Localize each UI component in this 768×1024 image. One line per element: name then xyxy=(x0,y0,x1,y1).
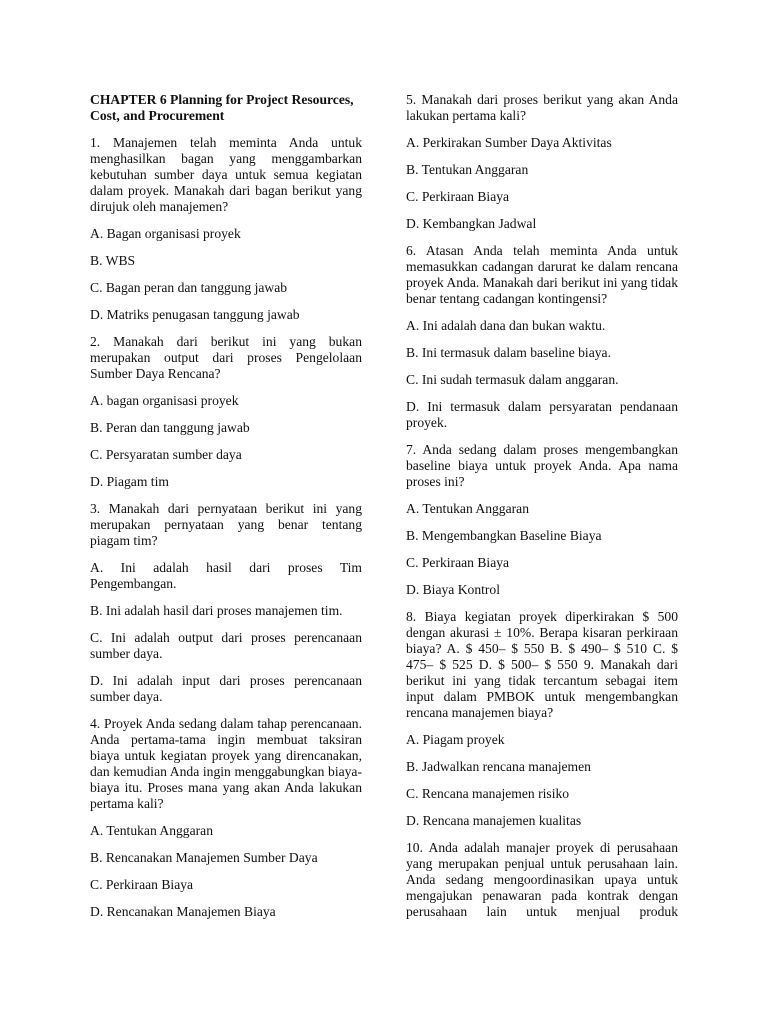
answer-option: B. Tentukan Anggaran xyxy=(406,162,529,177)
question-paragraph: 7. Anda sedang dalam proses mengembangkan baseline biaya untuk proyek Anda. Apa nama proses ini? xyxy=(406,442,678,489)
question-paragraph: C. Ini adalah output dari proses perencanaan sumber daya. xyxy=(90,630,362,661)
question-paragraph: 5. Manakah dari proses berikut yang akan Anda lakukan pertama kali? xyxy=(406,92,678,123)
answer-option: B. Rencanakan Manajemen Sumber Daya xyxy=(90,850,318,865)
answer-option: D. Kembangkan Jadwal xyxy=(406,216,537,231)
right-column-body xyxy=(406,92,678,920)
right-column xyxy=(406,92,678,931)
answer-option: C. Perkiraan Biaya xyxy=(406,189,510,204)
answer-option: B. Jadwalkan rencana manajemen xyxy=(406,759,591,774)
answer-option: C. Perkiraan Biaya xyxy=(90,877,194,892)
answer-option: B. Ini termasuk dalam baseline biaya. xyxy=(406,345,611,360)
answer-option: A. Perkirakan Sumber Daya Aktivitas xyxy=(406,135,612,150)
left-column-body xyxy=(90,135,362,920)
answer-option: B. Peran dan tanggung jawab xyxy=(90,420,250,435)
answer-option: A. Tentukan Anggaran xyxy=(406,501,529,516)
answer-option: C. Ini sudah termasuk dalam anggaran. xyxy=(406,372,619,387)
left-column xyxy=(90,92,362,931)
question-paragraph: D. Ini termasuk dalam persyaratan pendanaan proyek. xyxy=(406,399,678,430)
question-paragraph: 4. Proyek Anda sedang dalam tahap perencanaan. Anda pertama-tama ingin membuat taksiran biaya untuk kegiatan proyek yang direncanakan, dan kemudian Anda ingin menggabungkan biaya-biaya itu. Proses mana yang akan Anda lakukan pertama kali? xyxy=(90,716,362,811)
question-paragraph: B. Ini adalah hasil dari proses manajemen tim. xyxy=(90,603,343,618)
answer-option: C. Rencana manajemen risiko xyxy=(406,786,570,801)
question-paragraph: 8. Biaya kegiatan proyek diperkirakan $ 500 dengan akurasi ± 10%. Berapa kisaran perkiraan biaya? A. $ 450– $ 550 B. $ 490– $ 510 C. $ 475– $ 525 D. $ 500– $ 550 9. Manakah dari berikut ini yang tidak tercantum sebagai item input dalam PMBOK untuk mengembangkan rencana manajemen biaya? xyxy=(406,609,678,720)
answer-option: A. bagan organisasi proyek xyxy=(90,393,239,408)
answer-option: B. Mengembangkan Baseline Biaya xyxy=(406,528,602,543)
answer-option: D. Rencana manajemen kualitas xyxy=(406,813,582,828)
question-paragraph: D. Ini adalah input dari proses perencanaan sumber daya. xyxy=(90,673,362,704)
question-paragraph: 1. Manajemen telah meminta Anda untuk menghasilkan bagan yang menggambarkan kebutuhan sumber daya untuk semua kegiatan dalam proyek. Manakah dari bagan berikut yang dirujuk oleh manajemen? xyxy=(90,135,362,214)
answer-option: C. Persyaratan sumber daya xyxy=(90,447,242,462)
answer-option: A. Tentukan Anggaran xyxy=(90,823,213,838)
answer-option: D. Biaya Kontrol xyxy=(406,582,501,597)
chapter-title: CHAPTER 6 Planning for Project Resources, Cost, and Procurement xyxy=(90,92,354,123)
question-paragraph: 3. Manakah dari pernyataan berikut ini yang merupakan pernyataan yang benar tentang piagam tim? xyxy=(90,501,362,548)
answer-option: A. Piagam proyek xyxy=(406,732,505,747)
answer-option: D. Matriks penugasan tanggung jawab xyxy=(90,307,300,322)
answer-option: A. Bagan organisasi proyek xyxy=(90,226,241,241)
answer-option: A. Ini adalah dana dan bukan waktu. xyxy=(406,318,606,333)
question-paragraph: A. Ini adalah hasil dari proses Tim Pengembangan. xyxy=(90,560,362,591)
answer-option: D. Piagam tim xyxy=(90,474,169,489)
answer-option: D. Rencanakan Manajemen Biaya xyxy=(90,904,276,919)
answer-option: C. Bagan peran dan tanggung jawab xyxy=(90,280,288,295)
question-paragraph: 6. Atasan Anda telah meminta Anda untuk memasukkan cadangan darurat ke dalam rencana proyek Anda. Manakah dari berikut ini yang tidak benar tentang cadangan kontingensi? xyxy=(406,243,678,306)
question-paragraph: 10. Anda adalah manajer proyek di perusahaan yang merupakan penjual untuk perusahaan lain. Anda sedang mengoordinasikan upaya untuk mengajukan penawaran pada kontrak dengan perusahaan lain untuk menjual produk xyxy=(406,840,678,919)
answer-option: B. WBS xyxy=(90,253,136,268)
answer-option: C. Perkiraan Biaya xyxy=(406,555,510,570)
question-paragraph: 2. Manakah dari berikut ini yang bukan merupakan output dari proses Pengelolaan Sumber Daya Rencana? xyxy=(90,334,362,381)
